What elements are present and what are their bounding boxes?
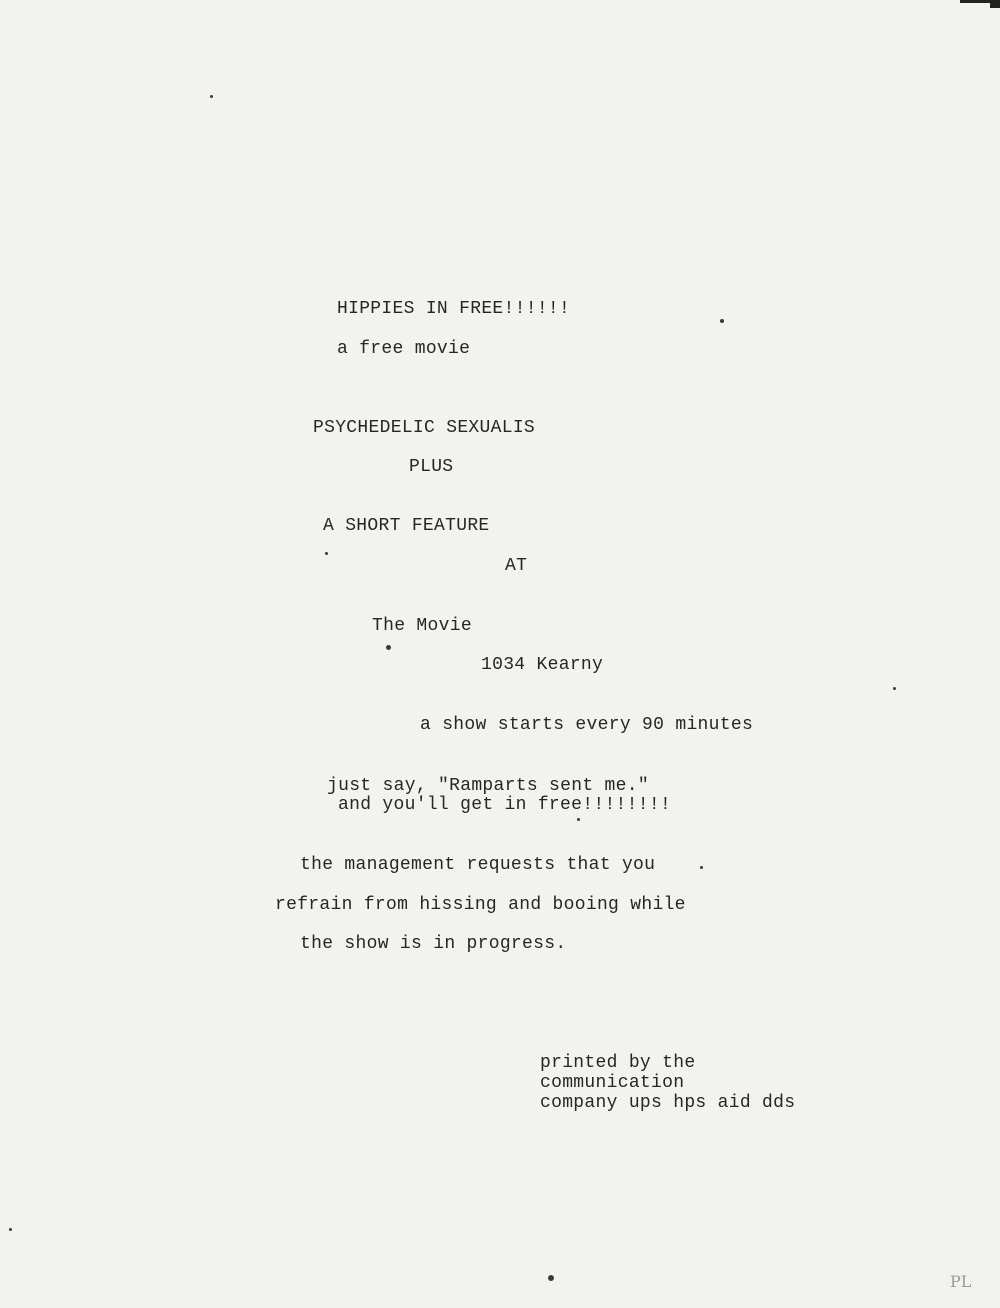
credit-line-3: company ups hps aid dds (540, 1093, 796, 1113)
subhead: a free movie (337, 339, 471, 359)
credit-line-1: printed by the (540, 1053, 696, 1073)
paper-speck (720, 319, 724, 323)
headline: HIPPIES IN FREE!!!!!! (337, 299, 571, 319)
edge-mark (990, 0, 1000, 8)
paper-speck (700, 866, 703, 869)
paper-speck (386, 645, 391, 650)
paper-speck (893, 687, 896, 690)
credit-line-2: communication (540, 1073, 685, 1093)
notice-line-2: refrain from hissing and booing while (275, 895, 686, 915)
venue-name: The Movie (372, 616, 472, 636)
plus-label: PLUS (409, 457, 454, 477)
notice-line-3: the show is in progress. (300, 934, 567, 954)
at-label: AT (505, 556, 528, 576)
paper-speck (325, 552, 328, 555)
paper-speck (9, 1228, 12, 1231)
corner-mark: PL (950, 1272, 972, 1291)
offer-line-2: and you'll get in free!!!!!!!! (338, 795, 672, 815)
paper-speck (210, 95, 213, 98)
notice-line-1: the management requests that you (300, 855, 656, 875)
paper-speck (548, 1275, 554, 1281)
venue-address: 1034 Kearny (481, 655, 604, 675)
short-feature: A SHORT FEATURE (323, 516, 490, 536)
film-title: PSYCHEDELIC SEXUALIS (313, 418, 536, 438)
paper-speck (577, 818, 580, 821)
schedule-text: a show starts every 90 minutes (420, 715, 754, 735)
offer-line-1: just say, "Ramparts sent me." (327, 776, 649, 796)
